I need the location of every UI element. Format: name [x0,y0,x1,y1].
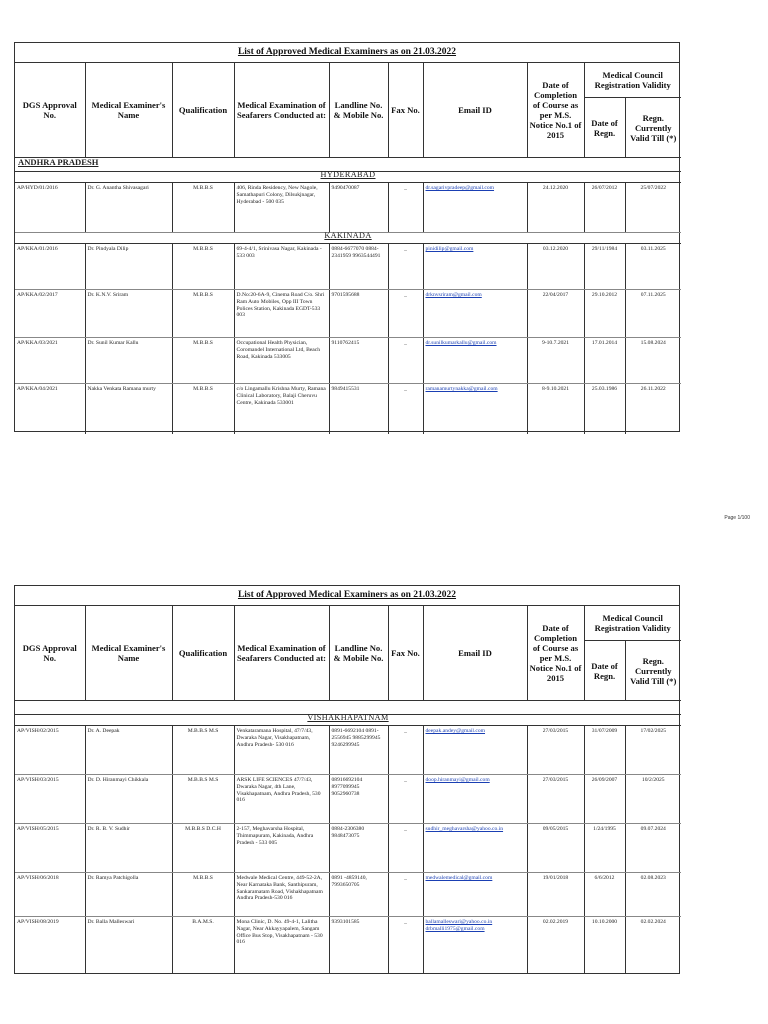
qualification: M.B.B.S [172,384,234,434]
phone: 9701595688 [329,290,388,338]
valid-till: 10/2/2025 [625,775,681,824]
completion-date: 8-9.10.2021 [527,384,584,434]
table-page-2 [14,585,680,974]
phone: 0884-2306380 9848473075 [329,824,388,873]
phone: 0891 -4859140, 7993650705 [329,873,388,917]
approval-no: AP/KKA/03/2021 [15,338,85,384]
email-link[interactable]: sudhir_meghavarsha@yahoo.co.in [423,824,527,873]
table-row [15,183,681,233]
header-landline: Landline No. & Mobile No. [329,63,388,158]
approval-no: AP/KKA/04/2021 [15,384,85,434]
header-fax: Fax No. [388,606,423,701]
approval-no: AP/HYD/01/2016 [15,183,85,233]
header-completion: Date of Completion of Course as per M.S. Notice No.1 of 2015 [527,606,584,701]
email-link[interactable]: medwalemedical@gmail.com [423,873,527,917]
header-date-regn: Date of Regn. [584,641,625,701]
header-regn-valid: Regn. Currently Valid Till (*) [625,641,681,701]
examiner-name: Dr. A. Deepak [85,726,172,775]
table-row [15,290,681,338]
document-title: List of Approved Medical Examiners as on 21.03.2022 [15,43,679,63]
regn-date: 17.01.2014 [584,338,625,384]
phone: 9393101585 [329,917,388,973]
valid-till: 17/02/2025 [625,726,681,775]
email-link[interactable]: doop.hiranmayi@gmail.com [423,775,527,824]
address: c/o Lingamallu Krishna Murty, Ramana Clinical Laboratory, Balaji Cheruvu Centre, Kakinada 533001 [234,384,329,434]
completion-date: 27/03/2015 [527,726,584,775]
address: 2-157, Meghavarsha Hospital, Thimmapuram, Kakinada, Andhra Pradesh - 533 005 [234,824,329,873]
approval-no: AP/VISH/03/2015 [15,775,85,824]
approval-no: AP/VISH/08/2019 [15,917,85,973]
examiner-name: Dr. Pindyala Dilip [85,244,172,290]
header-email: Email ID [423,606,527,701]
document-title: List of Approved Medical Examiners as on 21.03.2022 [15,586,679,606]
examiner-name: Dr. G. Anantha Shivasagari [85,183,172,233]
qualification: B.A.M.S. [172,917,234,973]
table-row [15,873,681,917]
address: 406, Rinda Residency, New Nagole, Samathapuri Colony, Dilsukjnagar, Hyderabad - 500 035 [234,183,329,233]
fax: _ [388,244,423,290]
phone: 9849415531 [329,384,388,434]
header-examiner-name: Medical Examiner's Name [85,63,172,158]
header-dgs-approval: DGS Approval No. [15,606,85,701]
table-row [15,726,681,775]
header-exam-conducted: Medical Examination of Seafarers Conducted at: [234,606,329,701]
phone: 08916692104 8977099945 9052960738 [329,775,388,824]
header-dgs-approval: DGS Approval No. [15,63,85,158]
header-landline: Landline No. & Mobile No. [329,606,388,701]
qualification: M.B.B.S [172,244,234,290]
table-row [15,824,681,873]
regn-date: 29.10.2012 [584,290,625,338]
table-row [15,917,681,973]
header-fax: Fax No. [388,63,423,158]
header-date-regn: Date of Regn. [584,98,625,158]
examiner-name: Dr. Balla Malleswari [85,917,172,973]
completion-date: 19/01/2018 [527,873,584,917]
table-page-1 [14,42,680,432]
regn-date: 31/07/2009 [584,726,625,775]
fax: _ [388,726,423,775]
page-number: Page 1/100 [724,515,750,521]
examiners-table [15,606,681,973]
address: Mona Clinic, D. No. 49-4-1, Lalitha Nagar, Near Akkayyapalem, Sangam Office Bus Stop, Visakhapatnam - 530 016 [234,917,329,973]
valid-till: 25/07/2022 [625,183,681,233]
table-row [15,338,681,384]
approval-no: AP/VISH/05/2015 [15,824,85,873]
table-row [15,384,681,434]
valid-till: 03.11.2025 [625,244,681,290]
approval-no: AP/KKA/02/2017 [15,290,85,338]
qualification: M.B.B.S [172,873,234,917]
qualification: M.B.B.S M.S [172,775,234,824]
completion-date: 9-10.7.2021 [527,338,584,384]
examiner-name: Nakka Venkata Ramana murty [85,384,172,434]
regn-date: 10.10.2000 [584,917,625,973]
phone: 0891-6692104 0891-2556945 9885299945 9246299945 [329,726,388,775]
header-completion: Date of Completion of Course as per M.S. Notice No.1 of 2015 [527,63,584,158]
fax: _ [388,775,423,824]
completion-date: 03.12.2020 [527,244,584,290]
header-qualification: Qualification [172,606,234,701]
header-council: Medical Council Registration Validity [584,63,681,98]
regn-date: 26/07/2012 [584,183,625,233]
regn-date: 6/6/2012 [584,873,625,917]
examiner-name: Dr. D. Hiranmayi Chikkala [85,775,172,824]
qualification: M.B.B.S M.S [172,726,234,775]
valid-till: 02.02.2024 [640,919,666,925]
qualification: M.B.B.S D.C.H [172,824,234,873]
city-heading: HYDERABAD [15,172,681,183]
qualification: M.B.B.S [172,183,234,233]
phone: 9490470087 [329,183,388,233]
table-row [15,775,681,824]
approval-no: AP/KKA/01/2016 [15,244,85,290]
valid-till: 26.11.2022 [640,386,666,392]
address: ARSK LIFE SCIENCES 47/7/43, Dwaraka Nagar, 4th Lane, Visakhapatnam, Andhra Pradesh, 530 016 [234,775,329,824]
approval-no: AP/VISH/06/2018 [15,873,85,917]
state-heading: ANDHRA PRADESH [15,158,681,172]
phone: 9110762415 [329,338,388,384]
fax: _ [388,384,423,434]
examiner-name: Dr. R. B. V. Sudhir [85,824,172,873]
completion-date: 09/05/2015 [527,824,584,873]
fax: _ [388,183,423,233]
city-heading: VISHAKHAPATNAM [15,715,681,726]
address: Occupational Health Physician, Coromandel International Ltd, Beach Road, Kakinada 533005 [234,338,329,384]
completion-date: 24.12.2020 [527,183,584,233]
address: D.No:20-6A-9, Cinema Road C/o. Shri Ram Auto Mobiles, Opp III Town Polices Station, Kakinada EGDT-533 003 [234,290,329,338]
email-link[interactable]: ramanamurtynakka@gmail.com [423,384,527,434]
email-link[interactable]: pinidilip@gmail.com [423,244,527,290]
approval-no: AP/VISH/02/2015 [15,726,85,775]
email-link[interactable]: drknvsriram@gmail.com [423,290,527,338]
address: 69-4-4/1, Srinivasa Nagar, Kakinada - 533 003 [234,244,329,290]
table-row [15,244,681,290]
fax: _ [388,338,423,384]
email-link[interactable]: dr.sagarivpradeep@gmail.com [423,183,527,233]
qualification: M.B.B.S [172,338,234,384]
fax: _ [388,290,423,338]
fax: _ [388,824,423,873]
valid-till: 15.08.2024 [625,338,681,384]
examiner-name: Dr. Ramya Patchigolla [85,873,172,917]
qualification: M.B.B.S [172,290,234,338]
valid-till: 09.07.2024 [625,824,681,873]
valid-till: 02.08.2023 [625,873,681,917]
header-email: Email ID [423,63,527,158]
completion-date: 02.02.2019 [527,917,584,973]
examiners-table [15,63,681,434]
email-link[interactable]: dr.sunilkumarkallu@gmail.com [423,338,527,384]
header-exam-conducted: Medical Examination of Seafarers Conducted at: [234,63,329,158]
address: Medwale Medical Centre, 449-52-2A, Near Karnataka Bank, Santhipuram, Sankaramatam Road, Vishakhapatnam Andhra Pradesh-530 016 [234,873,329,917]
header-regn-valid: Regn. Currently Valid Till (*) [625,98,681,158]
email-link[interactable]: deepak.andey@gmail.com [423,726,527,775]
completion-date: 27/03/2015 [527,775,584,824]
city-heading: KAKINADA [15,233,681,244]
fax: _ [388,873,423,917]
valid-till: 07.11.2025 [625,290,681,338]
fax: _ [388,917,423,973]
address: Venkataramana Hospital, 47/7/43, Dwaraka Nagar, Visakhapatnam, Andhra Pradesh- 530 016 [234,726,329,775]
header-examiner-name: Medical Examiner's Name [85,606,172,701]
header-council: Medical Council Registration Validity [584,606,681,641]
regn-date: 25.03.1986 [584,384,625,434]
header-qualification: Qualification [172,63,234,158]
regn-date: 1/24/1995 [584,824,625,873]
examiner-name: Dr. Sunil Kumar Kallu [85,338,172,384]
email-link[interactable]: ballamalleswari@yahoo.co.in drbmalli1975@gmail.com [423,917,527,973]
examiner-name: Dr. K.N.V. Sriram [85,290,172,338]
regn-date: 29/11/1984 [584,244,625,290]
regn-date: 26/09/2007 [584,775,625,824]
phone: 0884-6677070 0884-2341959 9963544491 [329,244,388,290]
completion-date: 22/04/2017 [527,290,584,338]
